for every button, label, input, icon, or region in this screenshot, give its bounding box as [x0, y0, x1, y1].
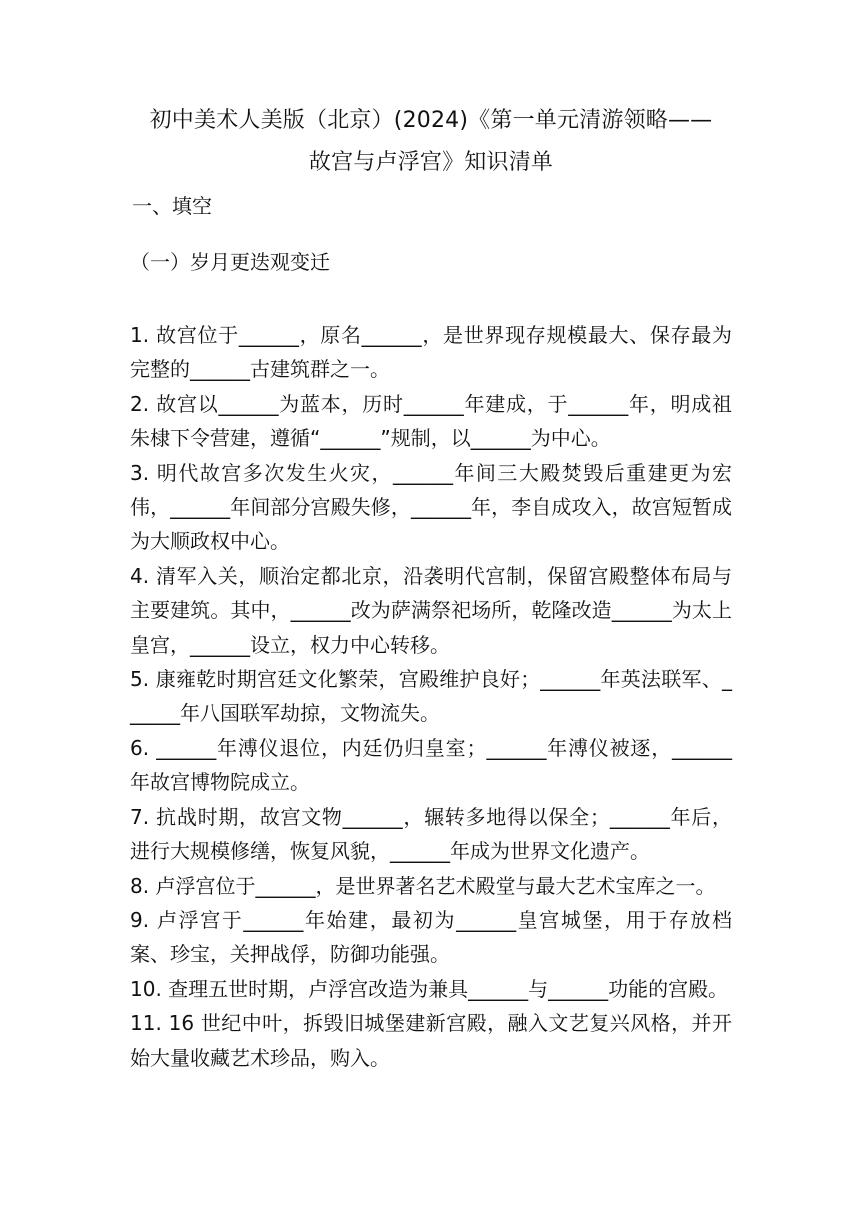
title-line-2: 故宫与卢浮宫》知识清单	[308, 150, 554, 175]
subsection-heading: （一）岁月更迭观变迁	[130, 250, 330, 274]
question-list	[130, 318, 732, 1075]
question-item-4: 4. 清军入关，顺治定都北京，沿袭明代宫制，保留宫殿整体布局与主要建筑。其中，______改为萨满祭祀场所，乾隆改造______为太上皇宫，______设立，权力中心转移。	[130, 563, 732, 657]
question-item-9: 9. 卢浮宫于______年始建，最初为______皇宫城堡，用于存放档案、珍宝，关押战俘，防御功能强。	[130, 907, 732, 967]
document-title	[130, 100, 732, 184]
question-item-10: 10. 查理五世时期，卢浮宫改造为兼具______与______功能的宫殿。	[130, 976, 729, 1001]
question-item-3: 3. 明代故宫多次发生火灾，______年间三大殿焚毁后重建更为宏伟，______年间部分宫殿失修，______年，李自成攻入，故宫短暂成为大顺政权中心。	[130, 460, 732, 554]
question-item-11: 11. 16 世纪中叶，拆毁旧城堡建新宫殿，融入文艺复兴风格，并开始大量收藏艺术珍品，购入。	[130, 1011, 732, 1070]
question-item-7: 7. 抗战时期，故宫文物______，辗转多地得以保全；______年后，进行大规模修缮，恢复风貌，______年成为世界文化遗产。	[130, 804, 732, 864]
question-item-6: 6. ______年溥仪退位，内廷仍归皇室；______年溥仪被逐，______年故宫博物院成立。	[130, 735, 732, 795]
title-line-1: 初中美术人美版（北京）(2024)《第一单元清游领略——	[149, 108, 713, 133]
document-page	[130, 100, 732, 1075]
question-item-1: 1. 故宫位于______，原名______，是世界现存规模最大、保存最为完整的______古建筑群之一。	[130, 323, 732, 382]
question-item-2: 2. 故宫以______为蓝本，历时______年建成，于______年，明成祖朱棣下令营建，遵循“______”规制，以______为中心。	[130, 391, 732, 451]
question-item-8: 8. 卢浮宫位于______，是世界著名艺术殿堂与最大艺术宝库之一。	[130, 873, 716, 898]
question-item-5: 5. 康雍乾时期宫廷文化繁荣，宫殿维护良好；______年英法联军、______年八国联军劫掠，文物流失。	[130, 667, 732, 726]
section-heading: 一、填空	[132, 194, 212, 218]
